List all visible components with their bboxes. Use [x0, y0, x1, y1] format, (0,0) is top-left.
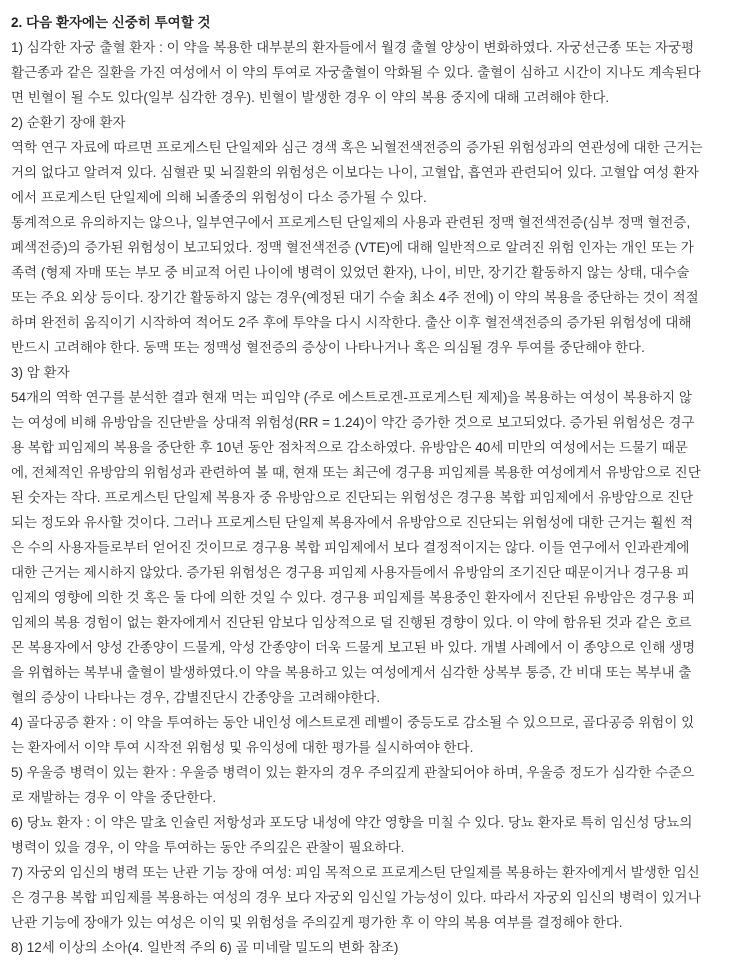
text-line: 혈의 증상이 나타나는 경우, 감별진단시 간종양을 고려해야한다. [11, 690, 381, 705]
text-line: 임제의 영향에 의한 것 혹은 둘 다에 의한 것일 수 있다. 경구용 피임제를 복용중인 환자에서 진단된 유방암은 경구용 피 [11, 590, 696, 605]
text-line: 족력 (형제 자매 또는 부모 중 비교적 어린 나이에 병력이 있었던 환자), 나이, 비만, 장기간 활동하지 않는 상태, 대수술 [11, 265, 690, 280]
text-line: 면 빈혈이 될 수도 있다(일부 심각한 경우). 빈혈이 발생한 경우 이 약의 복용 중지에 대해 고려해야 한다. [11, 90, 610, 105]
text-line: 을 위협하는 복부내 출혈이 발생하였다.이 약을 복용하고 있는 여성에게서 심각한 상복부 통증, 간 비대 또는 복부내 출 [11, 665, 692, 680]
text-line: 난관 기능에 장애가 있는 여성은 이익 및 위험성을 주의깊게 평가한 후 이 약의 복용 여부를 결정해야 한다. [11, 915, 623, 930]
text-line: 2) 순환기 장애 환자 [11, 115, 126, 130]
text-line: 8) 12세 이상의 소아(4. 일반적 주의 6) 골 미네랄 밀도의 변화 참조) [11, 940, 399, 955]
text-line: 에서 프로게스틴 단일제에 의해 뇌졸중의 위험성이 다소 증가될 수 있다. [11, 190, 427, 205]
text-line: 1) 심각한 자궁 출혈 환자 : 이 약을 복용한 대부분의 환자들에서 월경 출혈 양상이 변화하였다. 자궁선근종 또는 자궁평 [11, 40, 695, 55]
section-heading: 2. 다음 환자에는 신중히 투여할 것 [11, 15, 211, 30]
text-line: 몬 복용자에서 양성 간종양이 드물게, 악성 간종양이 더욱 드물게 보고된 바 있다. 개별 사례에서 이 종양으로 인해 생명 [11, 640, 696, 655]
text-line: 3) 암 환자 [11, 365, 70, 380]
text-line: 또는 주요 외상 등이다. 장기간 활동하지 않는 경우(예정된 대기 수술 최소 4주 전에) 이 약의 복용을 중단하는 것이 적절 [11, 290, 699, 305]
text-line: 대한 근거는 제시하지 않았다. 증가된 위험성은 경구용 피임제 사용자들에서 유방암의 조기진단 때문이거나 경구용 피 [11, 565, 690, 580]
text-line: 은 경구용 복합 피임제를 복용하는 여성의 경우 보다 자궁외 임신일 가능성이 있다. 따라서 자궁외 임신의 병력이 있거나 [11, 890, 701, 905]
text-line: 하며 완전히 움직이기 시작하여 적어도 2주 후에 투약을 다시 시작한다. 출산 이후 혈전색전증의 증가된 위험성에 대해 [11, 315, 692, 330]
text-line: 거의 없다고 알려져 있다. 심혈관 및 뇌질환의 위험성은 이보다는 나이, 고혈압, 흡연과 관련되어 있다. 고혈압 여성 환자 [11, 165, 699, 180]
text-line: 에, 전체적인 유방암의 위험성과 관련하여 볼 때, 현재 또는 최근에 경구용 피임제를 복용한 여성에게서 유방암으로 진단 [11, 465, 701, 480]
text-line: 5) 우울증 병력이 있는 환자 : 우울증 병력이 있는 환자의 경우 주의깊게 관찰되어야 하며, 우울증 정도가 심각한 수준으 [11, 765, 695, 780]
text-line: 4) 골다공증 환자 : 이 약을 투여하는 동안 내인성 에스트로겐 레벨이 중등도로 감소될 수 있으므로, 골다공증 위험이 있 [11, 715, 695, 730]
text-line: 활근종과 같은 질환을 가진 여성에서 이 약의 투여로 자궁출혈이 악화될 수 있다. 출혈이 심하고 시간이 지나도 계속된다 [11, 65, 701, 80]
text-line: 는 여성에 비해 유방암을 진단받을 상대적 위험성(RR = 1.24)이 약간 증가한 것으로 보고되었다. 증가된 위험성은 경구 [11, 415, 695, 430]
text-line: 54개의 역학 연구를 분석한 결과 현재 먹는 피임약 (주로 에스트로겐-프로게스틴 제제)을 복용하는 여성이 복용하지 않 [11, 390, 692, 405]
text-line: 반드시 고려해야 한다. 동맥 또는 정맥성 혈전증의 증상이 나타나거나 혹은 의심될 경우 투여를 중단해야 한다. [11, 340, 645, 355]
text-line: 병력이 있을 경우, 이 약을 투여하는 동안 주의깊은 관찰이 필요하다. [11, 840, 405, 855]
text-line: 용 복합 피임제의 복용을 중단한 후 10년 동안 점차적으로 감소하였다. 유방암은 40세 미만의 여성에서는 드물기 때문 [11, 440, 688, 455]
text-line: 로 재발하는 경우 이 약을 중단한다. [11, 790, 217, 805]
text-line: 는 환자에서 이약 투여 시작전 위험성 및 유익성에 대한 평가를 실시하여야 한다. [11, 740, 474, 755]
text-line: 6) 당뇨 환자 : 이 약은 말초 인슐린 저항성과 포도당 내성에 약간 영향을 미칠 수 있다. 당뇨 환자로 특히 임신성 당뇨의 [11, 815, 693, 830]
text-line: 된 숫자는 작다. 프로게스틴 단일제 복용자 중 유방암으로 진단되는 위험성은 경구용 복합 피임제에서 유방암으로 진단 [11, 490, 694, 505]
text-line: 폐색전증)의 증가된 위험성이 보고되었다. 정맥 혈전색전증 (VTE)에 대해 일반적으로 알려진 위험 인자는 개인 또는 가 [11, 240, 694, 255]
section-text [11, 35, 738, 960]
text-line: 은 수의 사용자들로부터 얻어진 것이므로 경구용 복합 피임제에서 보다 결정적이지는 않다. 이들 연구에서 인과관계에 [11, 540, 690, 555]
text-line: 되는 정도와 유사할 것이다. 그러나 프로게스틴 단일제 복용자에서 유방암으로 진단되는 위험성에 대한 근거는 훨씬 적 [11, 515, 694, 530]
text-line: 역학 연구 자료에 따르면 프로게스틴 단일제와 심근 경색 혹은 뇌혈전색전증의 증가된 위험성과의 연관성에 대한 근거는 [11, 140, 703, 155]
text-line: 7) 자궁외 임신의 병력 또는 난관 기능 장애 여성: 피임 목적으로 프로게스틴 단일제를 복용하는 환자에게서 발생한 임신 [11, 865, 700, 880]
text-line: 통계적으로 유의하지는 않으나, 일부연구에서 프로게스틴 단일제의 사용과 관련된 정맥 혈전색전증(심부 정맥 혈전증, [11, 215, 691, 230]
text-line: 임제의 복용 경험이 없는 환자에게서 진단된 암보다 임상적으로 덜 진행된 경향이 있다. 이 약에 함유된 것과 같은 호르 [11, 615, 692, 630]
